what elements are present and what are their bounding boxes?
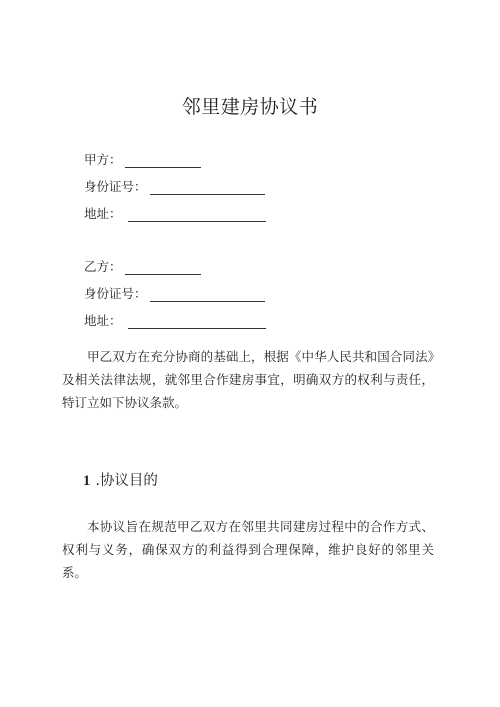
- intro-paragraph: 甲乙双方在充分协商的基础上，根据《中华人民共和国合同法》及相关法律法规，就邻里合作建房事宜，明确双方的权利与责任，特订立如下协议条款。: [62, 349, 434, 410]
- party-a-name-field: [84, 152, 201, 168]
- party-b-address-blank: [128, 318, 266, 329]
- party-b-id-label: 身份证号：: [84, 286, 147, 301]
- party-a-name-blank: [125, 157, 201, 168]
- party-a-id-blank: [150, 184, 265, 195]
- party-a-name-label: 甲方：: [84, 152, 122, 167]
- party-b-name-blank: [125, 264, 201, 275]
- party-a-address-field: [84, 206, 266, 222]
- section-1-body: 本协议旨在规范甲乙双方在邻里共同建房过程中的合作方式、权利与义务，确保双方的利益得到合理保障，维护良好的邻里关系。: [62, 519, 434, 580]
- section-1-heading: [83, 469, 158, 490]
- party-a-id-field: [84, 179, 265, 195]
- party-a-address-label: 地址：: [84, 206, 122, 221]
- party-b-name-field: [84, 259, 201, 275]
- party-b-address-label: 地址：: [84, 313, 122, 328]
- section-1-number: 1: [83, 473, 91, 489]
- party-b-name-label: 乙方：: [84, 259, 122, 274]
- party-b-id-field: [84, 286, 265, 302]
- party-b-address-field: [84, 313, 266, 329]
- party-b-id-blank: [150, 291, 265, 302]
- document-title: 邻里建房协议书: [181, 96, 319, 118]
- party-a-address-blank: [128, 211, 266, 222]
- section-1-title: .协议目的: [95, 473, 158, 489]
- party-a-id-label: 身份证号：: [84, 179, 147, 194]
